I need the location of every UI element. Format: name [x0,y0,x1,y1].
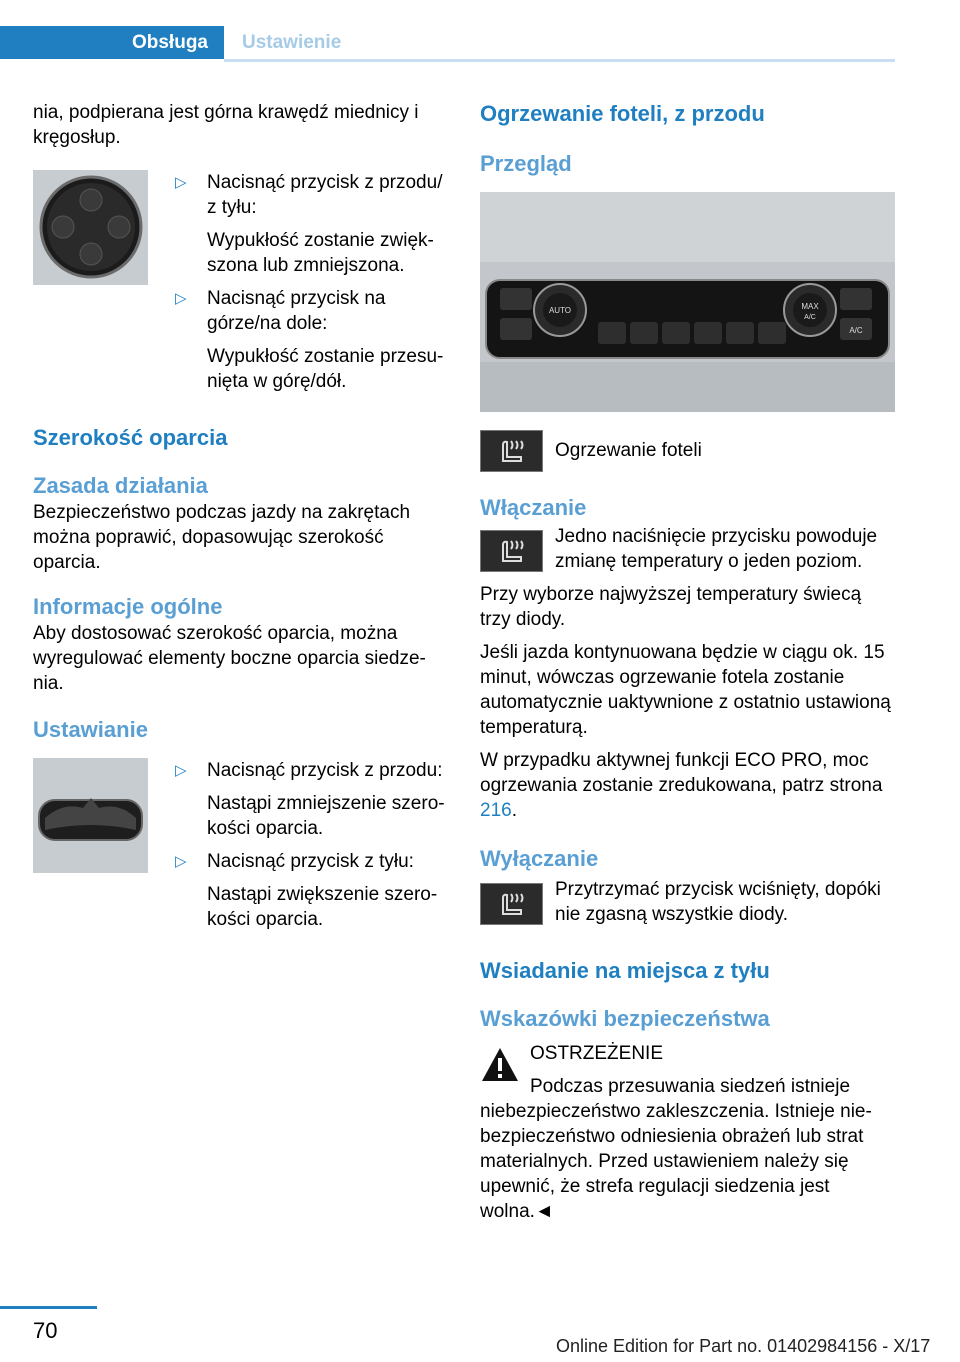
page-number: 70 [33,1318,58,1343]
section-title: Wsiadanie na miejsca z tyłu [480,958,770,983]
subsection-title: Wskazówki bezpieczeństwa [480,1006,770,1031]
warning-row [480,1041,895,1099]
triangle-bullet-icon: ▷ [175,290,187,307]
off-icon-row [480,877,895,927]
section-title: Ogrzewanie foteli, z przodu [480,101,765,126]
triangle-bullet-icon: ▷ [175,762,187,779]
step-action: Nacisnąć przycisk z przodu: [207,760,443,781]
tab-ustawienie[interactable]: Ustawienie [242,31,342,53]
lumbar-button-image [33,170,148,285]
step-action: Nacisnąć przycisk na górze/na dole: [207,288,386,334]
step-item [175,758,448,841]
panel-ac-small-label: A/C [804,314,816,321]
panel-ac-label: A/C [849,326,863,335]
panel-auto-label: AUTO [548,306,572,315]
on-paragraph-3-text: W przypadku aktywnej funkcji ECO PRO, moc ogrzewania zostanie zredukowana, patrz strona [480,750,883,796]
warning-text-rest: niebezpieczeństwo zakleszczenia. Istnieje niebezpieczeństwo odniesienia obrażeń lub strat materialnych. Przed ustawieniem należy się upewnić, że strefa regulacji siedzenia jest wolna.◄ [480,1101,872,1222]
seat-heating-icon [480,430,543,472]
right-column [480,100,895,1224]
subsection-title: Włączanie [480,495,587,520]
step-result: Nastąpi zmniejszenie szerokości oparcia. [207,793,445,839]
subsection-title: Informacje ogólne [33,594,223,619]
on-paragraph-3-end: . [511,800,517,821]
triangle-bullet-icon: ▷ [175,174,187,191]
panel-max-label: MAX [801,302,819,311]
width-button-image [33,758,148,873]
principle-text: Bezpieczeństwo podczas jazdy na zakrętach można poprawić, dopasowując szerokość oparcia. [33,502,411,573]
footer-line [0,1306,97,1309]
on-icon-row [480,524,895,574]
step-item [175,286,448,394]
left-column [33,100,448,932]
lumbar-block [33,170,448,394]
step-item [175,849,448,932]
seat-heating-caption: Ogrzewanie foteli [555,440,702,461]
on-paragraph-3 [480,748,895,823]
off-icon-text: Przytrzymać przycisk wciśnięty, dopóki nie zgasną wszystkie diody. [555,879,881,925]
seat-heating-icon [480,883,543,925]
width-steps [175,758,448,932]
general-text: Aby dostosować szerokość oparcia, można wyregulować elementy boczne oparcia siedzenia. [33,623,426,694]
header-tabs [0,26,895,62]
on-paragraph-2: Jeśli jazda kontynuowana będzie w ciągu ok. 15 minut, wówczas ogrzewanie fotela zostanie automatycznie uaktywnione z ostatnio ustawioną temperaturą. [480,642,891,738]
step-action: Nacisnąć przycisk z przodu/ z tyłu: [207,172,443,218]
tab-underline [224,59,895,62]
section-title: Szerokość oparcia [33,425,228,450]
step-result: Wypukłość zostanie zwiększona lub zmniejszona. [207,230,434,276]
subsection-title: Ustawianie [33,717,148,742]
subsection-title: Wyłączanie [480,846,599,871]
edition-text: Online Edition for Part no. 01402984156 - X/17 [556,1336,931,1356]
warning-text-first: Podczas przesuwania siedzeń istnieje [530,1076,851,1097]
climate-panel-image [480,192,895,412]
lumbar-steps [175,170,448,394]
on-icon-text: Jedno naciśnięcie przycisku powoduje zmianę temperatury o jeden poziom. [555,526,878,572]
seat-heating-caption-row [480,430,895,472]
seat-heating-icon [480,530,543,572]
on-paragraph-1: Przy wyborze najwyższej temperatury świecą trzy diody. [480,584,862,630]
tab-obsluga[interactable]: Obsługa [0,26,224,59]
width-block [33,758,448,932]
warning-icon [480,1045,520,1085]
intro-text: nia, podpierana jest górna krawędź miednicy i kręgosłup. [33,102,419,148]
warning-head [530,1041,895,1099]
warning-label: OSTRZEŻENIE [530,1043,664,1064]
step-action: Nacisnąć przycisk z tyłu: [207,851,414,872]
subsection-title: Przegląd [480,151,572,176]
step-result: Nastąpi zwiększenie szerokości oparcia. [207,884,438,930]
subsection-title: Zasada działania [33,473,208,498]
step-result: Wypukłość zostanie przesunięta w górę/dół. [207,346,444,392]
page-link[interactable]: 216 [480,800,512,821]
triangle-bullet-icon: ▷ [175,853,187,870]
step-item [175,170,448,278]
